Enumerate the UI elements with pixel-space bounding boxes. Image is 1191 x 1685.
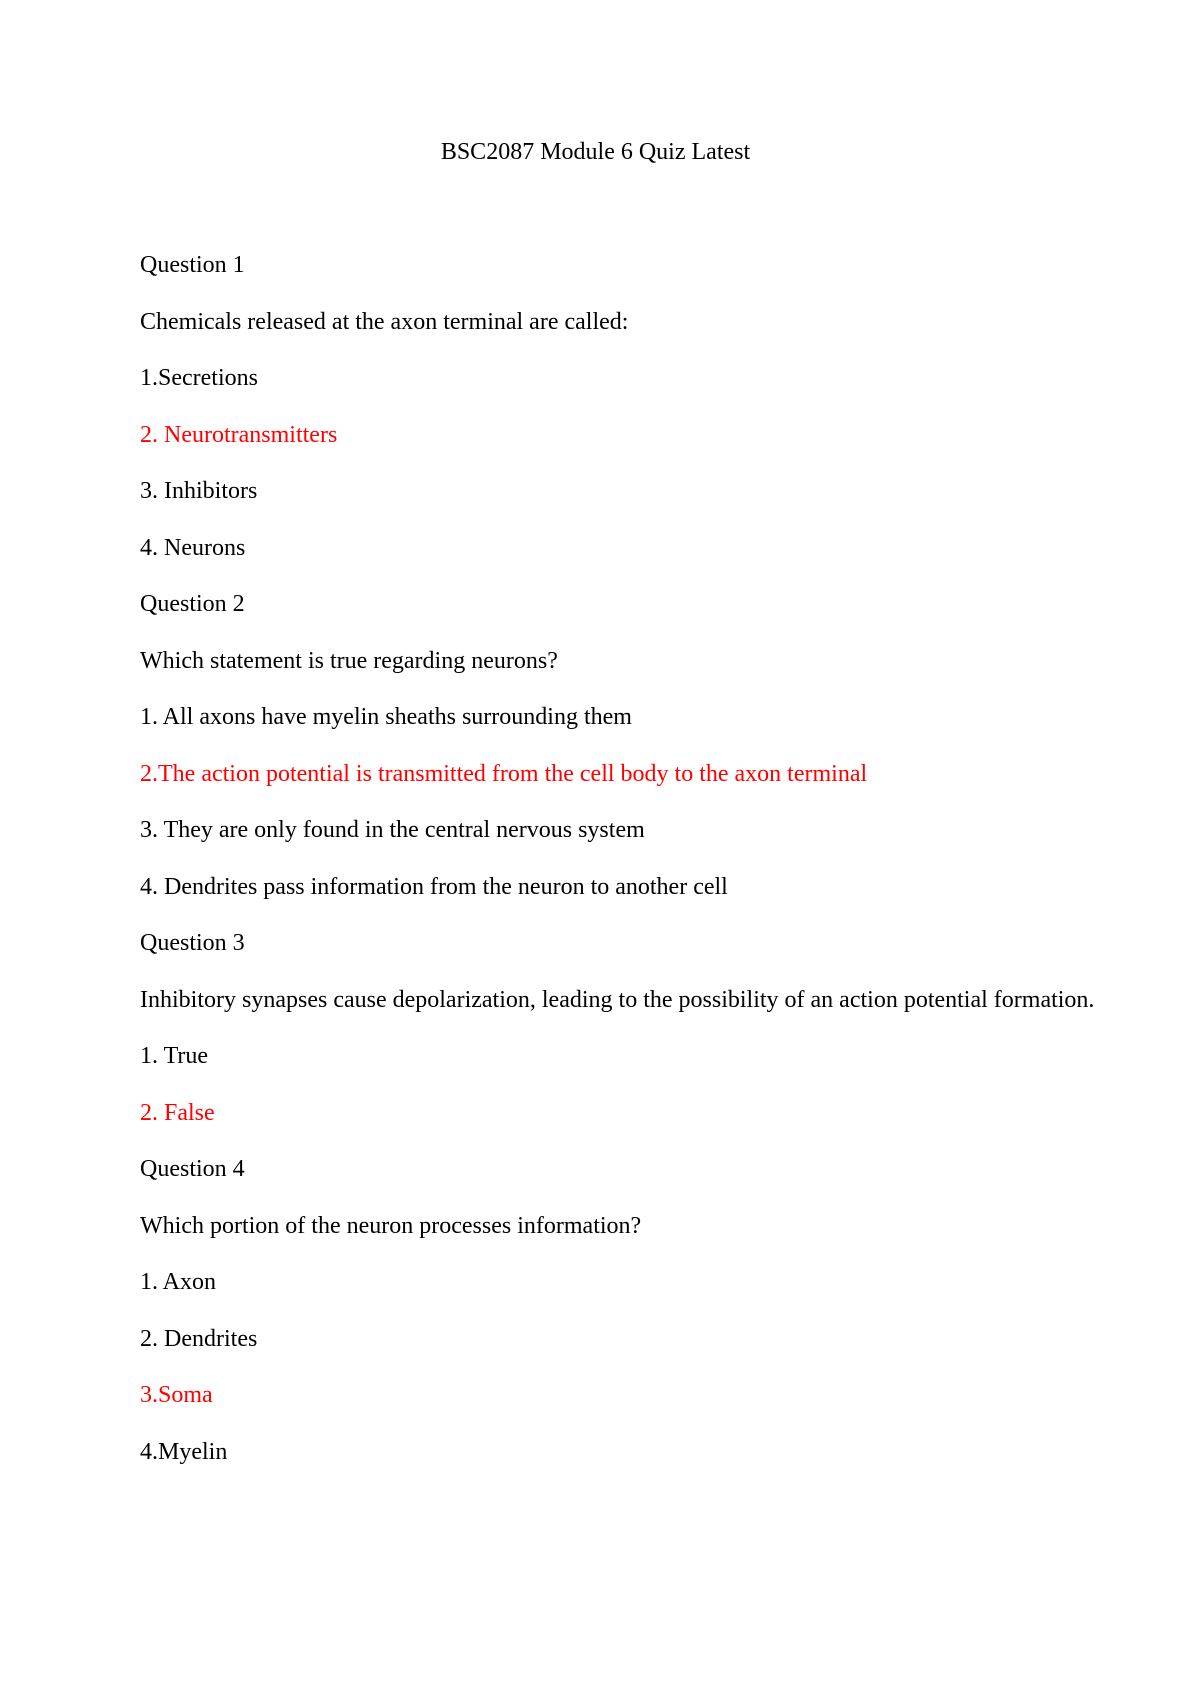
answer-option: 4. Dendrites pass information from the neuron to another cell xyxy=(140,873,728,900)
question-block-2 xyxy=(140,576,1051,915)
question-block-1 xyxy=(140,237,1051,576)
answer-option: 2. Dendrites xyxy=(140,1325,258,1352)
question-label: Question 4 xyxy=(140,1156,245,1182)
blank-line xyxy=(140,181,1051,238)
question-block-3 xyxy=(140,915,1095,1141)
answer-option: 1. True xyxy=(140,1043,209,1069)
question-prompt: Which portion of the neuron processes information? xyxy=(140,1212,642,1239)
answer-option: 3. Inhibitors xyxy=(140,478,258,504)
answer-option: 1.Secretions xyxy=(140,365,258,391)
answer-option: 4. Neurons xyxy=(140,534,246,561)
answer-option-correct: 2.The action potential is transmitted from the cell body to the axon terminal xyxy=(140,760,868,787)
answer-option: 1. Axon xyxy=(140,1269,217,1295)
answer-option-correct: 2. False xyxy=(140,1099,215,1126)
question-block-4 xyxy=(140,1141,1051,1480)
question-label: Question 1 xyxy=(140,252,245,278)
question-prompt: Chemicals released at the axon terminal are called: xyxy=(140,308,629,335)
question-prompt: Which statement is true regarding neurons? xyxy=(140,647,558,674)
question-label: Question 2 xyxy=(140,591,245,617)
answer-option-correct: 3.Soma xyxy=(140,1382,213,1408)
question-label: Question 3 xyxy=(140,930,245,956)
document-title: BSC2087 Module 6 Quiz Latest xyxy=(440,139,751,165)
answer-option: 3. They are only found in the central nervous system xyxy=(140,817,645,843)
answer-option-correct: 2. Neurotransmitters xyxy=(140,421,338,448)
answer-option: 1. All axons have myelin sheaths surrounding them xyxy=(140,704,632,730)
answer-option: 4.Myelin xyxy=(140,1438,228,1465)
question-prompt: Inhibitory synapses cause depolarization, leading to the possibility of an action potential formation. xyxy=(140,986,1095,1013)
